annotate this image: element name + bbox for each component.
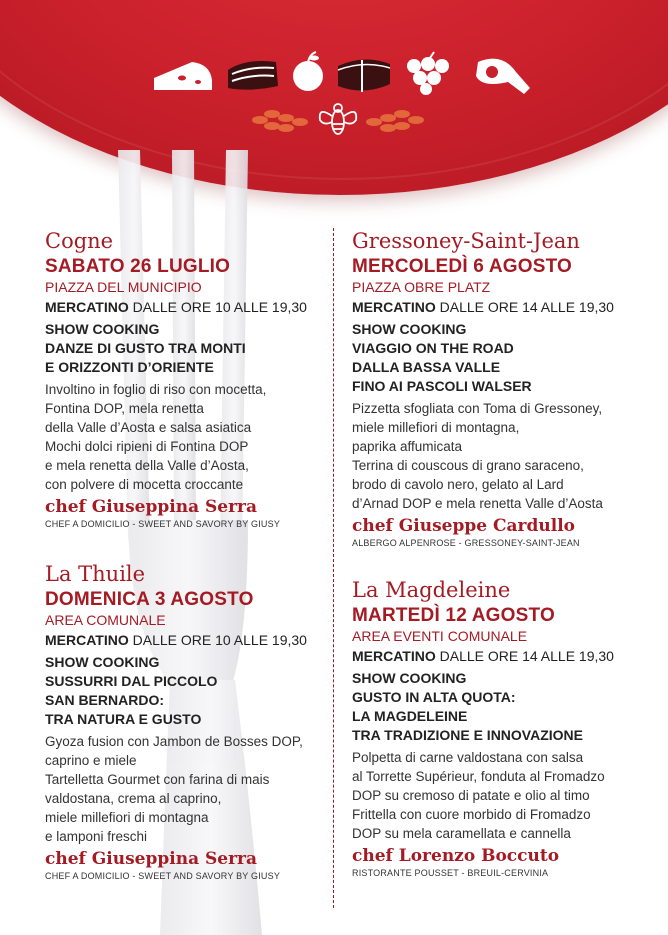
show-line: SHOW COOKING	[352, 321, 467, 337]
event-market	[352, 297, 652, 317]
market-label: MERCATINO	[352, 299, 436, 315]
event-date: SABATO 26 LUGLIO	[45, 256, 231, 277]
chef-name: chef Giuseppe Cardullo	[352, 516, 575, 536]
desc-line: d’Arnad DOP e mela renetta Valle d’Aosta	[352, 496, 603, 511]
desc-line: e mela renetta della Valle d’Aosta,	[45, 458, 249, 473]
desc-line: brodo di cavolo nero, gelato al Lard	[352, 477, 564, 492]
show-line: SHOW COOKING	[352, 670, 467, 686]
apple-icon	[293, 52, 323, 91]
market-label: MERCATINO	[352, 648, 436, 664]
food-icons	[0, 0, 668, 180]
chef-name: chef Giuseppina Serra	[45, 497, 258, 517]
lard-icon	[228, 61, 278, 90]
show-line: VIAGGIO ON THE ROAD	[352, 340, 514, 356]
event-market	[45, 297, 335, 317]
event-town: Cogne	[45, 229, 114, 253]
chef-affiliation: RISTORANTE POUSSET - BREUIL-CERVINIA	[352, 868, 549, 878]
grapes-icon	[407, 52, 449, 95]
market-hours: DALLE ORE 14 ALLE 19,30	[435, 648, 614, 664]
market-label: MERCATINO	[45, 299, 129, 315]
desc-line: e lamponi freschi	[45, 829, 148, 844]
show-line: E ORIZZONTI D’ORIENTE	[45, 359, 214, 375]
chef-affiliation: CHEF A DOMICILIO - SWEET AND SAVORY BY GIUSY	[45, 871, 281, 881]
show-line: SHOW COOKING	[45, 321, 160, 337]
event-town: La Magdeleine	[352, 578, 511, 602]
show-line: FINO AI PASCOLI WALSER	[352, 378, 532, 394]
bee-icon	[320, 104, 357, 134]
event-place: PIAZZA DEL MUNICIPIO	[45, 279, 202, 295]
desc-line: paprika affumicata	[352, 439, 463, 454]
show-cooking-title	[352, 320, 652, 396]
desc-line: Polpetta di carne valdostana con salsa	[352, 750, 584, 765]
desc-line: DOP su cremoso di patate e olio al timo	[352, 788, 590, 803]
show-line: TRA TRADIZIONE E INNOVAZIONE	[352, 727, 583, 743]
desc-line: Pizzetta sfogliata con Toma di Gressoney,	[352, 401, 603, 416]
event-cogne	[45, 228, 335, 531]
wheat-right-icon	[366, 110, 424, 132]
desc-line: miele millefiori di montagna,	[352, 420, 520, 435]
dish-description	[45, 732, 335, 846]
cheese-icon	[154, 62, 212, 90]
event-place: AREA COMUNALE	[45, 612, 166, 628]
desc-line: miele millefiori di montagna	[45, 810, 209, 825]
chef-affiliation: CHEF A DOMICILIO - SWEET AND SAVORY BY GIUSY	[45, 519, 281, 529]
chef-name: chef Giuseppina Serra	[45, 849, 258, 869]
desc-line: valdostana, crema al caprino,	[45, 791, 222, 806]
desc-line: della Valle d’Aosta e salsa asiatica	[45, 420, 252, 435]
event-date: MERCOLEDÌ 6 AGOSTO	[352, 256, 573, 277]
show-cooking-title	[45, 320, 335, 377]
show-cooking-title	[45, 653, 335, 729]
market-hours: DALLE ORE 14 ALLE 19,30	[435, 299, 614, 315]
show-line: SHOW COOKING	[45, 654, 160, 670]
ham-icon	[476, 59, 530, 94]
desc-line: DOP su mela caramellata e cannella	[352, 826, 571, 841]
show-line: TRA NATURA E GUSTO	[45, 711, 202, 727]
event-market	[352, 646, 657, 666]
event-market	[45, 630, 335, 650]
show-line: LA MAGDELEINE	[352, 708, 468, 724]
desc-line: caprino e miele	[45, 753, 137, 768]
desc-line: con polvere di mocetta croccante	[45, 477, 244, 492]
event-place: PIAZZA OBRE PLATZ	[352, 279, 491, 295]
chef-name: chef Lorenzo Boccuto	[352, 846, 560, 866]
wheat-left-icon	[252, 110, 308, 132]
desc-line: al Torrette Supérieur, fonduta al Fromadzo	[352, 769, 605, 784]
dish-description	[45, 380, 335, 494]
desc-line: Mochi dolci ripieni di Fontina DOP	[45, 439, 249, 454]
desc-line: Frittella con cuore morbido di Fromadzo	[352, 807, 591, 822]
market-label: MERCATINO	[45, 632, 129, 648]
dish-description	[352, 399, 652, 513]
show-cooking-title	[352, 669, 657, 745]
desc-line: Terrina di couscous di grano saraceno,	[352, 458, 584, 473]
dish-description	[352, 748, 657, 843]
show-line: GUSTO IN ALTA QUOTA:	[352, 689, 516, 705]
market-hours: DALLE ORE 10 ALLE 19,30	[128, 299, 307, 315]
desc-line: Fontina DOP, mela renetta	[45, 401, 204, 416]
desc-line: Gyoza fusion con Jambon de Bosses DOP,	[45, 734, 303, 749]
show-line: DALLA BASSA VALLE	[352, 359, 501, 375]
event-town: Gressoney-Saint-Jean	[352, 229, 580, 253]
show-line: SAN BERNARDO:	[45, 692, 164, 708]
show-line: SUSSURRI DAL PICCOLO	[45, 673, 218, 689]
chef-affiliation: ALBERGO ALPENROSE - GRESSONEY-SAINT-JEAN	[352, 538, 580, 548]
fontina-icon	[338, 59, 390, 92]
market-hours: DALLE ORE 10 ALLE 19,30	[128, 632, 307, 648]
event-date: DOMENICA 3 AGOSTO	[45, 589, 254, 610]
event-la-thuile	[45, 561, 335, 883]
desc-line: Involtino in foglio di riso con mocetta,	[45, 382, 267, 397]
event-date: MARTEDÌ 12 AGOSTO	[352, 605, 555, 626]
event-la-magdeleine	[352, 577, 657, 880]
event-gressoney	[352, 228, 652, 550]
show-line: DANZE DI GUSTO TRA MONTI	[45, 340, 246, 356]
event-town: La Thuile	[45, 562, 146, 586]
desc-line: Tartelletta Gourmet con farina di mais	[45, 772, 270, 787]
event-place: AREA EVENTI COMUNALE	[352, 628, 528, 644]
